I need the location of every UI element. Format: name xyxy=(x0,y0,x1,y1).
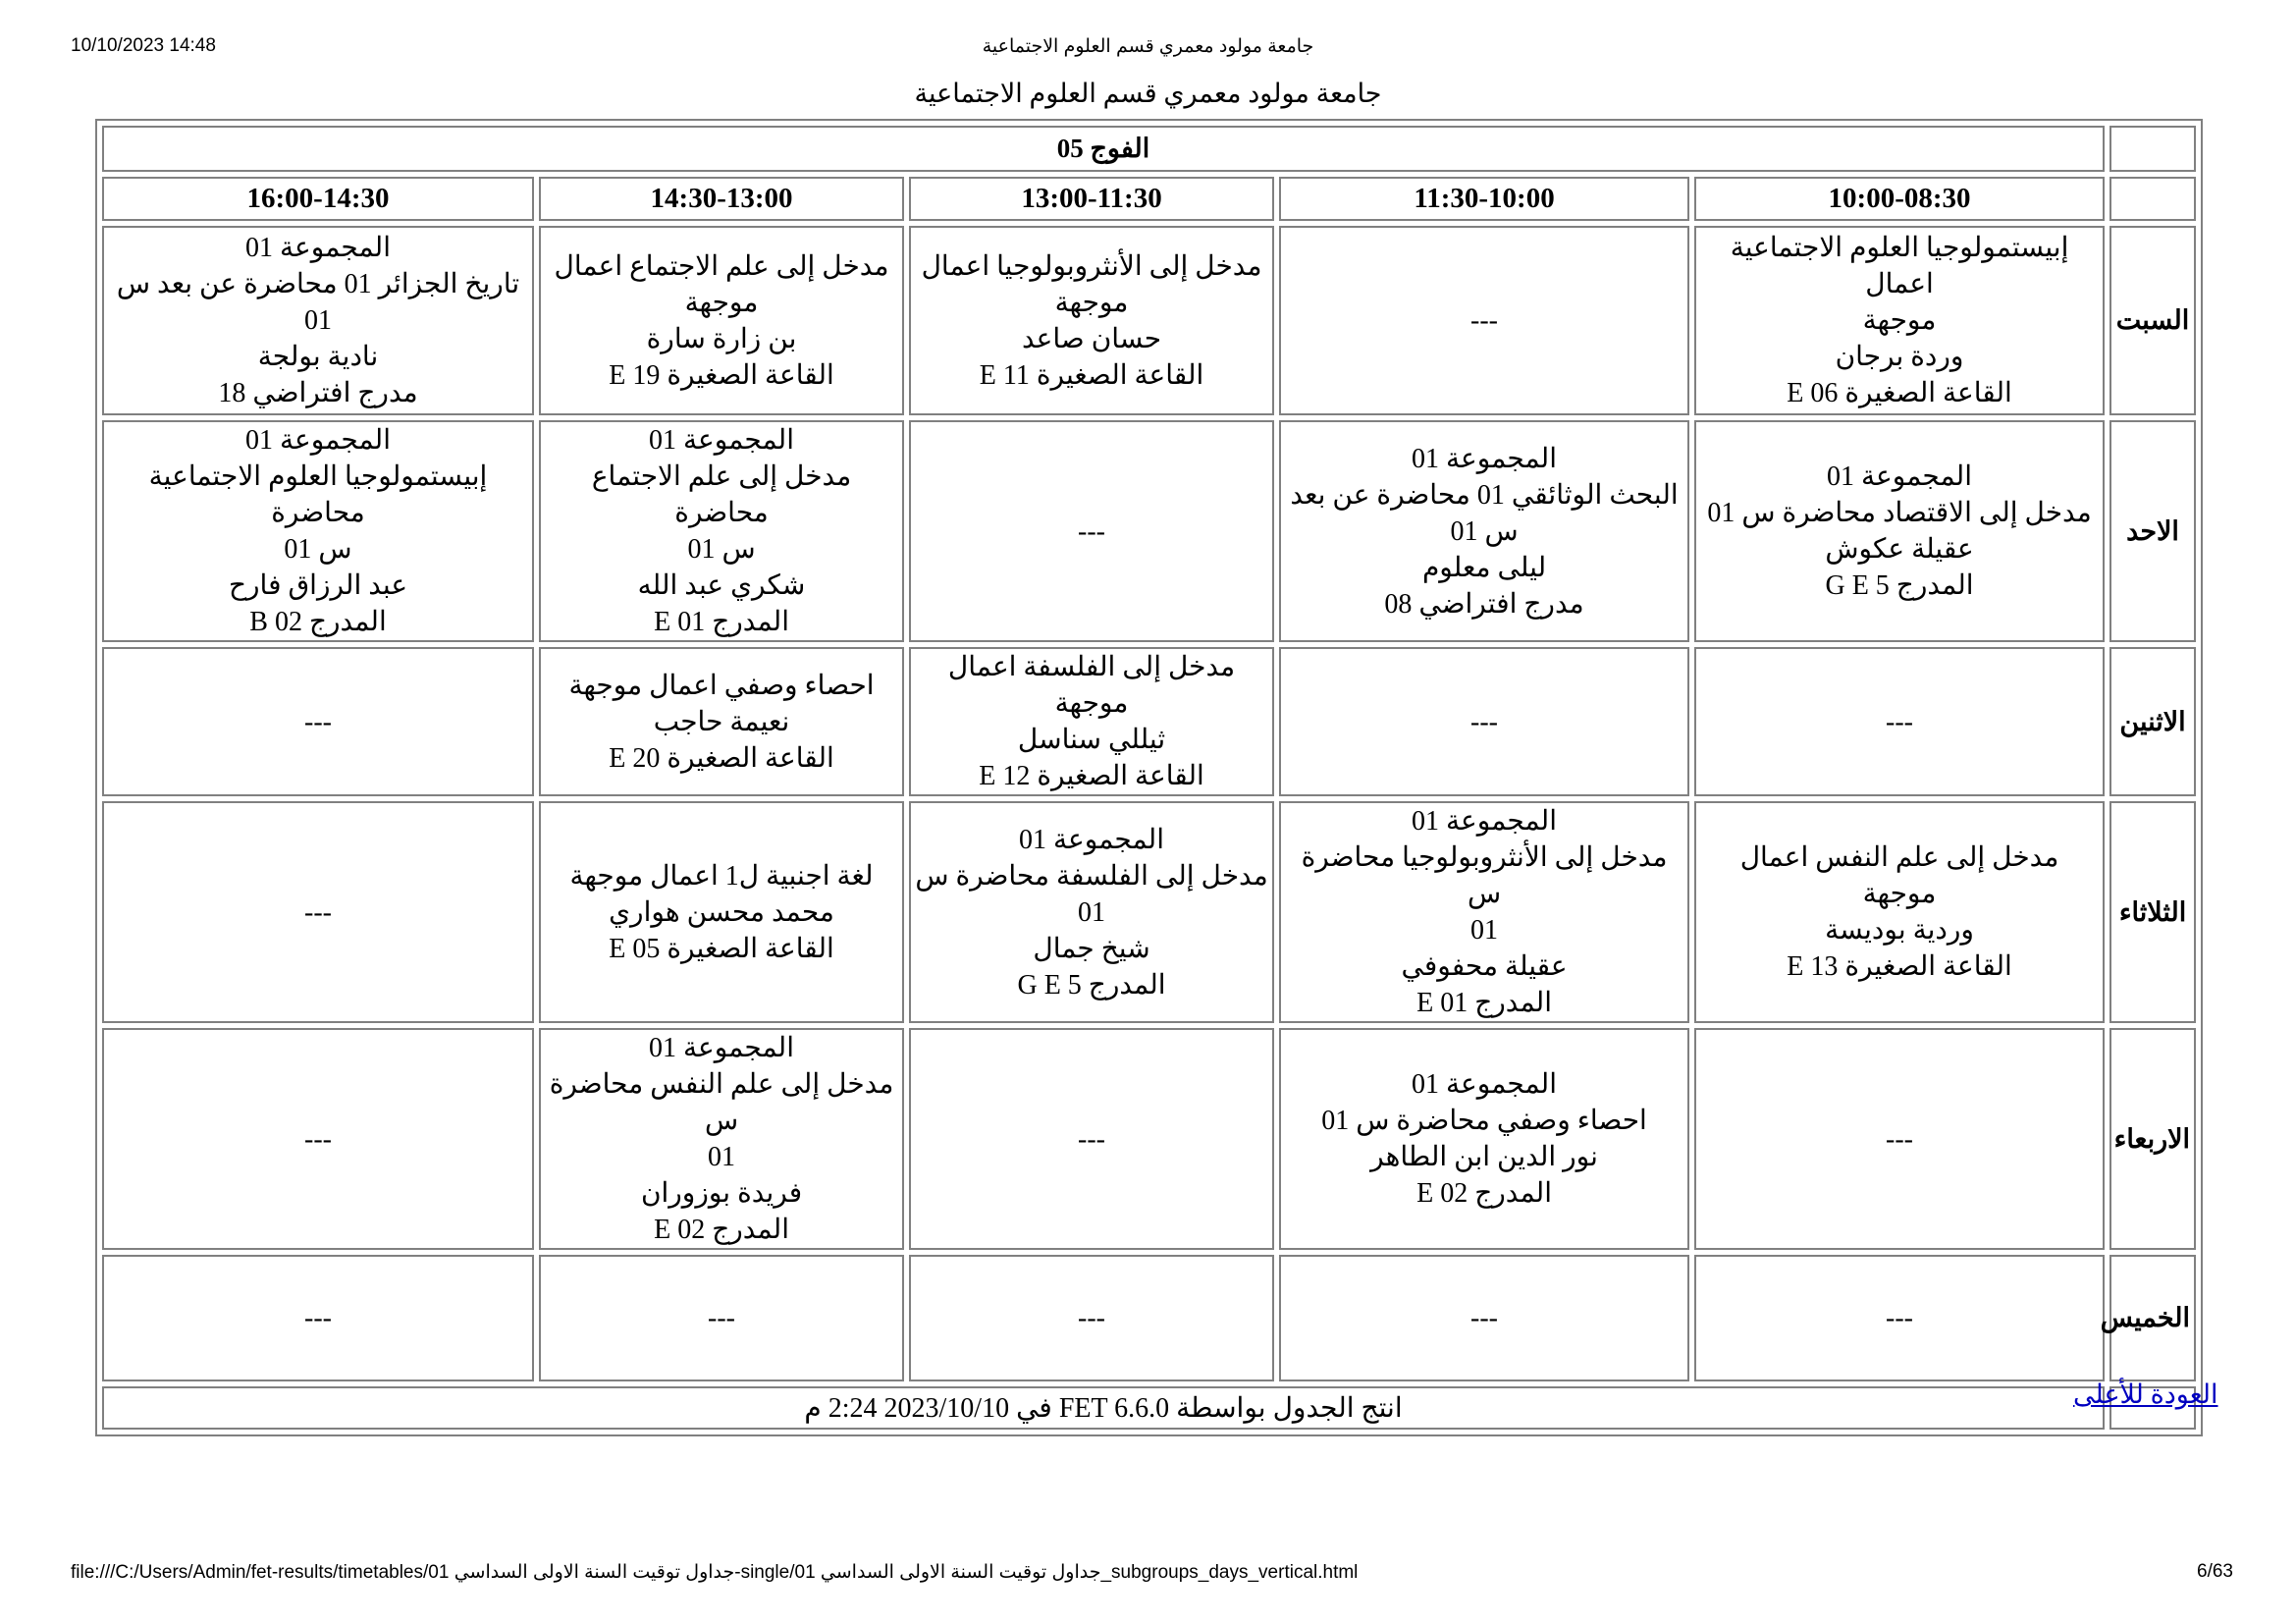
cell-line: --- xyxy=(304,706,332,737)
timetable-cell xyxy=(539,1028,904,1250)
day-row xyxy=(102,420,2196,642)
timetable-cell xyxy=(1279,801,1689,1023)
day-label: الاثنين xyxy=(2109,647,2196,796)
time-slot-header: 11:30-10:00 xyxy=(1279,177,1689,221)
cell-line: المدرج 02 E xyxy=(1416,1178,1552,1209)
timetable-cell xyxy=(539,420,904,642)
back-to-top-link[interactable]: العودة للأعلى xyxy=(2073,1380,2218,1409)
cell-line: --- xyxy=(304,896,332,928)
cell-line: المجموعة 01 xyxy=(245,233,391,263)
day-row xyxy=(102,226,2196,415)
print-page-number: 6/63 xyxy=(2197,1561,2233,1582)
timetable-cell xyxy=(102,801,534,1023)
page-title: جامعة مولود معمري قسم العلوم الاجتماعية xyxy=(914,79,1382,108)
group-header-row xyxy=(102,126,2196,172)
cell-line: عبد الرزاق فارح xyxy=(228,570,408,601)
day-row xyxy=(102,1028,2196,1250)
cell-line: المدرج 02 E xyxy=(654,1215,789,1245)
generated-by-footer: انتج الجدول بواسطة FET 6.6.0 في 2023/10/10 2:24 م xyxy=(102,1386,2105,1430)
day-label: الاحد xyxy=(2109,420,2196,642)
cell-line: مدخل إلى علم الاجتماع محاضرة xyxy=(591,461,852,528)
timetable-cell xyxy=(909,1255,1274,1381)
print-file-path: file:///C:/Users/Admin/fet-results/timetables/01 جداول توقيت السنة الاولى السداسي-single/01 جداول توقيت السنة الاولى السداسي_subgroups_days_vertical.html xyxy=(71,1562,1359,1583)
timetable-cell xyxy=(1279,420,1689,642)
cell-line: مدرج افتراضي 08 xyxy=(1384,588,1584,620)
cell-line: مدرج افتراضي 18 xyxy=(218,378,418,408)
cell-line: 01 xyxy=(708,1142,736,1172)
cell-line: --- xyxy=(1886,1303,1914,1333)
timetable-cell xyxy=(539,801,904,1023)
day-row xyxy=(102,1255,2196,1381)
cell-line: وردية بوديسة xyxy=(1825,915,1974,946)
cell-line: المجموعة 01 xyxy=(649,1033,794,1063)
cell-line: --- xyxy=(708,1303,736,1333)
timetable xyxy=(95,119,2203,1436)
cell-line: س 01 xyxy=(284,534,352,565)
timetable-cell xyxy=(102,647,534,796)
cell-line: محمد محسن هواري xyxy=(609,896,834,928)
cell-line: المدرج 01 E xyxy=(654,607,789,637)
time-slot-header: 14:30-13:00 xyxy=(539,177,904,221)
day-label: الاربعاء xyxy=(2109,1028,2196,1250)
timetable-cell xyxy=(1279,226,1689,415)
cell-line: شكري عبد الله xyxy=(637,570,806,601)
cell-line: ثيللي سناسل xyxy=(1017,725,1166,755)
cell-line: --- xyxy=(1470,305,1499,336)
cell-line: مدخل إلى الأنثروبولوجيا محاضرة س xyxy=(1301,842,1668,909)
cell-line: المجموعة 01 xyxy=(649,425,794,456)
day-label: الثلاثاء xyxy=(2109,801,2196,1023)
cell-line: القاعة الصغيرة 19 E xyxy=(609,359,834,391)
day-row xyxy=(102,647,2196,796)
timetable-cell xyxy=(102,420,534,642)
time-slot-header: 13:00-11:30 xyxy=(909,177,1274,221)
timetable-cell xyxy=(1279,1028,1689,1250)
cell-line: نعيمة حاجب xyxy=(653,706,790,737)
time-slot-header: 10:00-08:30 xyxy=(1694,177,2105,221)
timetable-cell xyxy=(102,226,534,415)
cell-line: --- xyxy=(1078,1303,1106,1333)
cell-line: حسان صاعد xyxy=(1021,323,1162,354)
cell-line: س 01 xyxy=(1450,515,1519,547)
cell-line: القاعة الصغيرة 06 E xyxy=(1787,378,2012,408)
cell-line: المجموعة 01 xyxy=(1412,806,1557,837)
cell-line: موجهة xyxy=(1054,287,1129,318)
cell-line: تاريخ الجزائر 01 محاضرة عن بعد س xyxy=(116,269,520,299)
cell-line: --- xyxy=(1078,1123,1106,1155)
cell-line: مدخل إلى الاقتصاد محاضرة س 01 xyxy=(1707,498,2092,528)
cell-line: المجموعة 01 xyxy=(1412,1069,1557,1100)
timetable-cell xyxy=(539,1255,904,1381)
cell-line: --- xyxy=(1886,706,1914,737)
cell-line: المدرج G E 5 xyxy=(1825,570,1974,601)
day-label: السبت xyxy=(2109,226,2196,415)
day-label: الخميس xyxy=(2109,1255,2196,1381)
cell-line: إبيستمولوجيا العلوم الاجتماعية اعمال xyxy=(1730,233,2069,299)
cell-line: نادية بولجة xyxy=(257,342,379,372)
cell-line: القاعة الصغيرة 13 E xyxy=(1787,951,2012,982)
cell-line: المدرج 01 E xyxy=(1416,988,1552,1018)
cell-line: عقيلة محفوفي xyxy=(1401,951,1568,982)
cell-line: شيخ جمال xyxy=(1033,933,1150,964)
cell-line: لغة اجنبية ل1 اعمال موجهة xyxy=(569,860,874,892)
footer-row xyxy=(102,1386,2196,1430)
cell-line: --- xyxy=(1078,515,1106,547)
cell-line: نور الدين ابن الطاهر xyxy=(1370,1142,1598,1172)
cell-line: موجهة xyxy=(684,287,759,318)
cell-line: ليلى معلوم xyxy=(1421,552,1547,583)
timetable-cell xyxy=(1694,801,2105,1023)
timetable-cell xyxy=(909,226,1274,415)
timetable-cell xyxy=(909,1028,1274,1250)
cell-line: بن زارة سارة xyxy=(646,323,797,354)
cell-line: المدرج 02 B xyxy=(249,607,387,637)
timetable-cell xyxy=(102,1255,534,1381)
cell-line: مدخل إلى علم النفس اعمال موجهة xyxy=(1739,842,2059,909)
cell-line: إبيستمولوجيا العلوم الاجتماعية محاضرة xyxy=(148,461,488,528)
cell-line: القاعة الصغيرة 20 E xyxy=(609,742,834,774)
cell-line: مدخل إلى الفلسفة اعمال موجهة xyxy=(947,652,1236,719)
cell-line: 01 xyxy=(304,305,333,336)
cell-line: س 01 xyxy=(687,534,756,565)
corner-cell xyxy=(2109,177,2196,221)
cell-line: البحث الوثائقي 01 محاضرة عن بعد xyxy=(1290,479,1679,511)
time-slot-header: 16:00-14:30 xyxy=(102,177,534,221)
cell-line: --- xyxy=(1886,1123,1914,1155)
timetable-cell xyxy=(1694,647,2105,796)
time-header-row xyxy=(102,177,2196,221)
cell-line: فريدة بوزوران xyxy=(640,1178,803,1209)
cell-line: القاعة الصغيرة 11 E xyxy=(979,359,1204,391)
cell-line: مدخل إلى علم الاجتماع اعمال xyxy=(554,250,889,282)
cell-line: المجموعة 01 xyxy=(1412,443,1557,474)
timetable-cell xyxy=(1694,420,2105,642)
cell-line: --- xyxy=(1470,1303,1499,1333)
cell-line: المجموعة 01 xyxy=(1019,824,1164,855)
timetable-cell xyxy=(539,226,904,415)
cell-line: المجموعة 01 xyxy=(1827,461,1972,492)
cell-line: احصاء وصفي محاضرة س 01 xyxy=(1321,1106,1647,1136)
timetable-cell xyxy=(539,647,904,796)
cell-line: القاعة الصغيرة 12 E xyxy=(979,761,1204,791)
cell-line: موجهة xyxy=(1862,305,1937,336)
timetable-cell xyxy=(909,801,1274,1023)
cell-line: مدخل إلى علم النفس محاضرة س xyxy=(549,1069,894,1136)
day-row xyxy=(102,801,2196,1023)
timetable-cell xyxy=(909,420,1274,642)
cell-line: --- xyxy=(304,1303,332,1333)
cell-line: المجموعة 01 xyxy=(245,425,391,456)
cell-line: 01 xyxy=(1470,915,1499,946)
cell-line: --- xyxy=(1470,706,1499,737)
timetable-cell xyxy=(1279,1255,1689,1381)
timetable-cell xyxy=(1279,647,1689,796)
cell-line: القاعة الصغيرة 05 E xyxy=(609,933,834,964)
timetable-cell xyxy=(1694,1028,2105,1250)
cell-line: --- xyxy=(304,1123,332,1155)
timetable-cell xyxy=(909,647,1274,796)
cell-line: مدخل إلى الأنثروبولوجيا اعمال xyxy=(921,250,1262,282)
cell-line: مدخل إلى الفلسفة محاضرة س 01 xyxy=(915,860,1268,928)
cell-line: وردة برجان xyxy=(1835,342,1964,372)
cell-line: المدرج G E 5 xyxy=(1017,969,1166,1001)
timetable-cell xyxy=(102,1028,534,1250)
timetable-cell xyxy=(1694,226,2105,415)
cell-line: احصاء وصفي اعمال موجهة xyxy=(568,670,875,701)
group-title: الفوج 05 xyxy=(102,126,2105,172)
timetable-body xyxy=(102,126,2196,1430)
cell-line: عقيلة عكوش xyxy=(1825,534,1974,565)
print-header-title: جامعة مولود معمري قسم العلوم الاجتماعية xyxy=(982,36,1314,57)
print-timestamp: 10/10/2023 14:48 xyxy=(71,35,216,56)
corner-cell xyxy=(2109,126,2196,172)
timetable-cell xyxy=(1694,1255,2105,1381)
